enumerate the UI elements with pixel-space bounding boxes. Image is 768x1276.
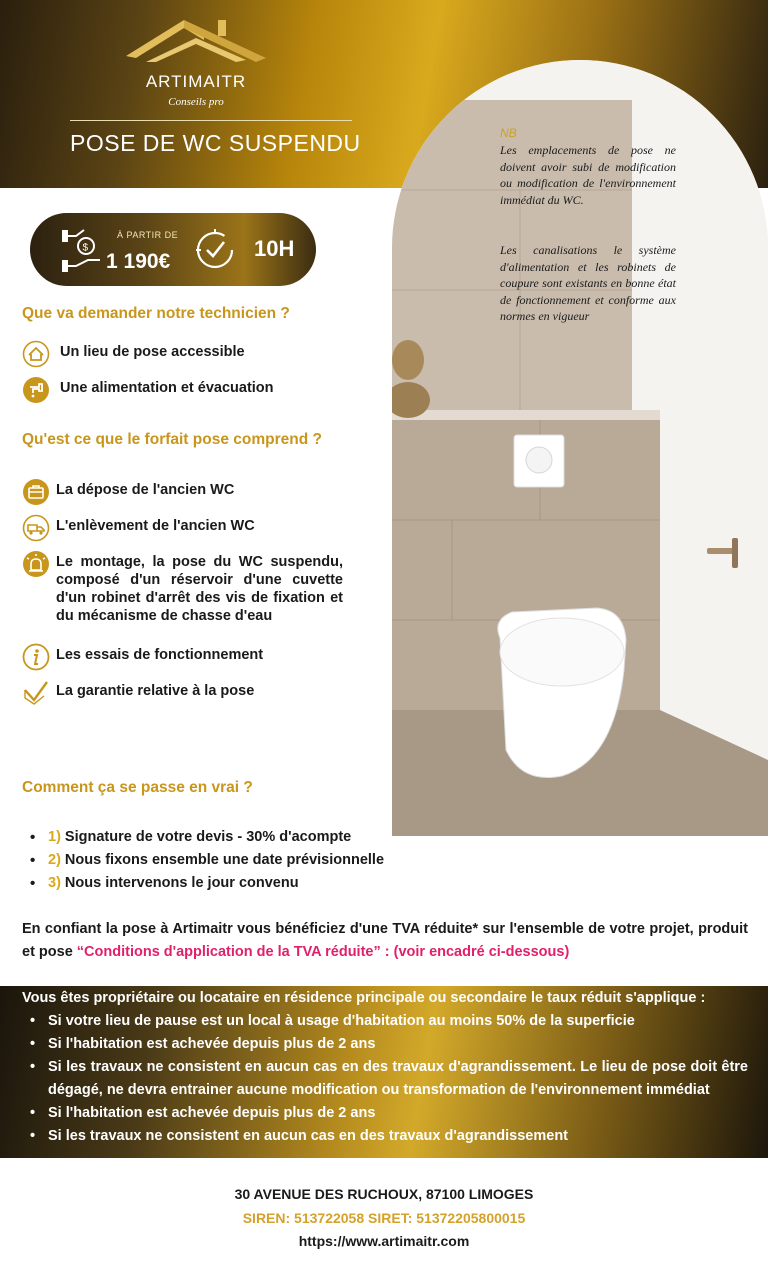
requirement-item-2: Une alimentation et évacuation [60, 380, 274, 396]
included-item-5: La garantie relative à la pose [56, 683, 255, 699]
page-title: POSE DE WC SUSPENDU [70, 130, 361, 156]
process-steps [30, 826, 384, 895]
alarm-icon [22, 550, 50, 578]
checkmark-icon [22, 678, 50, 706]
process-title: Comment ça se passe en vrai ? [22, 779, 253, 796]
clock-icon [192, 227, 238, 273]
price-duration: 10H [254, 236, 295, 261]
money-hand-icon [62, 226, 104, 274]
included-item-3: Le montage, la pose du WC suspendu, composé d'un réservoir d'une cuvette d'un robinet d'arrêt des vis de fixation et du mécanisme de chasse d'eau [56, 554, 343, 624]
svg-text:$: $ [82, 242, 89, 254]
included-item-4: Les essais de fonctionnement [56, 647, 264, 663]
footer-company-ids: SIREN: 513722058 SIRET: 51372205800015 [242, 1210, 526, 1226]
truck-icon [22, 514, 50, 542]
condition-item: • Si l'habitation est achevée depuis plus de 2 ans [28, 1102, 748, 1125]
footer-address: 30 AVENUE DES RUCHOUX, 87100 LIMOGES [234, 1186, 534, 1202]
note-paragraph-1: Les emplacements de pose ne doivent avoir subi de modification ou modification de l'environnement immédiat du WC. [500, 143, 676, 207]
requirement-item-1: Un lieu de pose accessible [60, 344, 245, 360]
note-paragraph-2: Les canalisations le système d'alimentation et les robinets de coupure sont existants en bonne état de fonctionnement et conforme aux normes en vigueur [500, 243, 676, 323]
toolbox-icon [22, 478, 50, 506]
condition-item: • Si votre lieu de pause est un local à usage d'habitation au moins 50% de la superficie [28, 1010, 748, 1033]
price-amount: 1 190€ [106, 250, 171, 273]
price-from-label: À PARTIR DE [117, 230, 179, 240]
process-step: • 3) Nous intervenons le jour convenu [30, 872, 384, 895]
house-icon [22, 340, 50, 368]
header-divider [70, 120, 352, 121]
requirements-title: Que va demander notre technicien ? [22, 305, 290, 322]
condition-item: • Si les travaux ne consistent en aucun cas en des travaux d'agrandissement. Le lieu de pose doit être dégagé, ne devra entrainer aucune modification ou transformation de l'environnement immédiat [28, 1056, 748, 1102]
included-title: Qu'est ce que le forfait pose comprend ? [22, 431, 322, 448]
faucet-icon [22, 376, 50, 404]
tva-paragraph: En confiant la pose à Artimaitr vous bénéficiez d'une TVA réduite* sur l'ensemble de votre projet, produit et pose “Conditions d'application de la TVA réduite” : (voir encadré ci-dessous) [22, 921, 748, 960]
conditions-intro: Vous êtes propriétaire ou locataire en résidence principale ou secondaire le taux réduit s'applique : [22, 990, 706, 1006]
brand-name: ARTIMAITR [145, 72, 247, 91]
included-item-1: La dépose de l'ancien WC [56, 482, 235, 498]
included-item-2: L'enlèvement de l'ancien WC [56, 518, 255, 534]
process-step: • 1) Signature de votre devis - 30% d'acompte [30, 826, 384, 849]
logo-roof-icon [126, 16, 266, 70]
info-icon [22, 643, 50, 671]
condition-item: • Si l'habitation est achevée depuis plus de 2 ans [28, 1033, 748, 1056]
process-step: • 2) Nous fixons ensemble une date prévisionnelle [30, 849, 384, 872]
brand-tagline: Conseils pro [168, 96, 224, 108]
condition-item: • Si les travaux ne consistent en aucun cas en des travaux d'agrandissement [28, 1125, 748, 1148]
conditions-list [28, 1010, 748, 1148]
footer-website-link[interactable]: https://www.artimaitr.com [298, 1233, 470, 1249]
note-title: NB [500, 126, 517, 140]
tva-conditions-link[interactable]: “Conditions d'application de la TVA réduite” : (voir encadré ci-dessous) [76, 944, 570, 960]
